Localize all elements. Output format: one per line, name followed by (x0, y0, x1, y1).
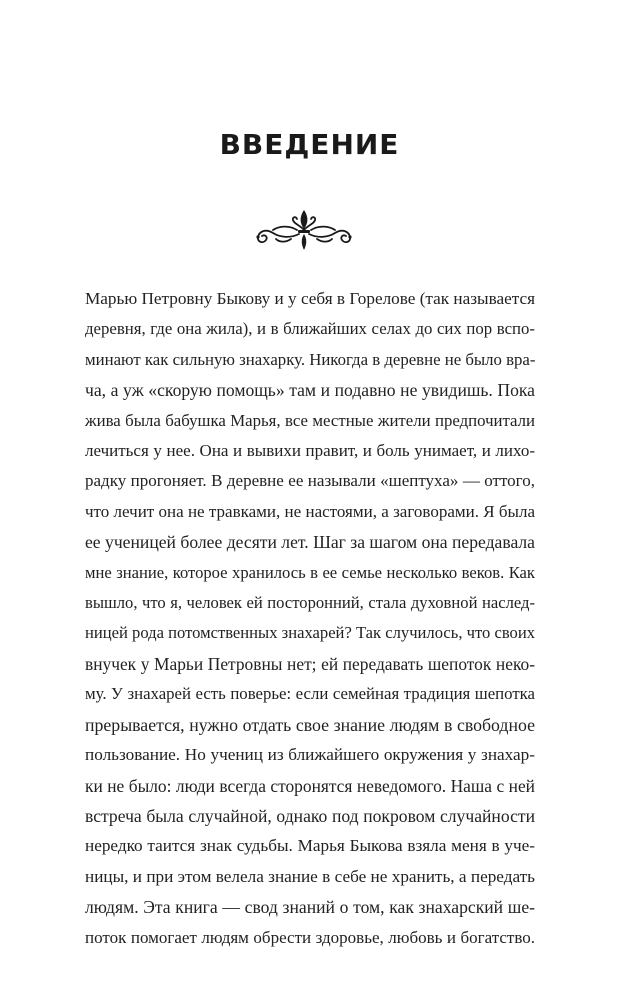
text-line: радку прогоняет. В деревне ее называли «шептуха» — оттого, (85, 471, 535, 491)
text-line: жива была бабушка Марья, все местные жители предпочитали (85, 410, 535, 430)
text-line: му. У знахарей есть поверье: если семейная традиция шепотка (85, 684, 535, 704)
text-line: вышло, что я, человек ей посторонний, стала духовной наслед- (85, 593, 535, 613)
text-line: лечиться у нее. Она и вывихи правит, и боль унимает, и лихо- (85, 441, 535, 461)
text-line: ее ученицей более десяти лет. Шаг за шагом она передавала (85, 532, 535, 553)
text-line: Марью Петровну Быкову и у себя в Горелове (так называется (85, 289, 535, 308)
fleur-de-lis-scroll-ornament-icon (251, 208, 357, 254)
text-line: минают как сильную знахарку. Никогда в деревне не было вра- (85, 349, 536, 369)
text-line: деревня, где она жила), и в ближайших селах до сих пор вспо- (85, 319, 535, 339)
introduction-paragraph (85, 284, 535, 953)
text-line: поток помогает людям обрести здоровье, любовь и богатство. (85, 927, 535, 947)
text-line: ча, а уж «скорую помощь» там и подавно не увидишь. Пока (85, 380, 535, 401)
text-line: нередко таится знак судьбы. Марья Быкова взяла меня в уче- (85, 836, 535, 856)
chapter-title: ВВЕДЕНИЕ (219, 128, 400, 161)
text-line: что лечит она не травками, не настоями, а заговорами. Я была (85, 501, 535, 521)
text-line: внучек у Марьи Петровны нет; ей передавать шепоток неко- (85, 653, 535, 674)
text-line: прерывается, нужно отдать свое знание людям в свободное (85, 714, 535, 735)
text-line: людям. Эта книга — свод знаний о том, как знахарский ше- (85, 897, 535, 918)
text-line: ницей рода потомственных знахарей? Так случилось, что своих (85, 623, 536, 643)
text-line: ки не было: люди всегда сторонятся неведомого. Наша с ней (85, 775, 535, 796)
text-line: мне знание, которое хранилось в ее семье несколько веков. Как (85, 562, 535, 582)
text-line: встреча была случайной, однако под покровом случайности (85, 805, 535, 826)
text-line: ницы, и при этом велела знание в себе не хранить, а передать (85, 866, 535, 886)
text-line: пользование. Но учениц из ближайшего окружения у знахар- (85, 745, 535, 765)
